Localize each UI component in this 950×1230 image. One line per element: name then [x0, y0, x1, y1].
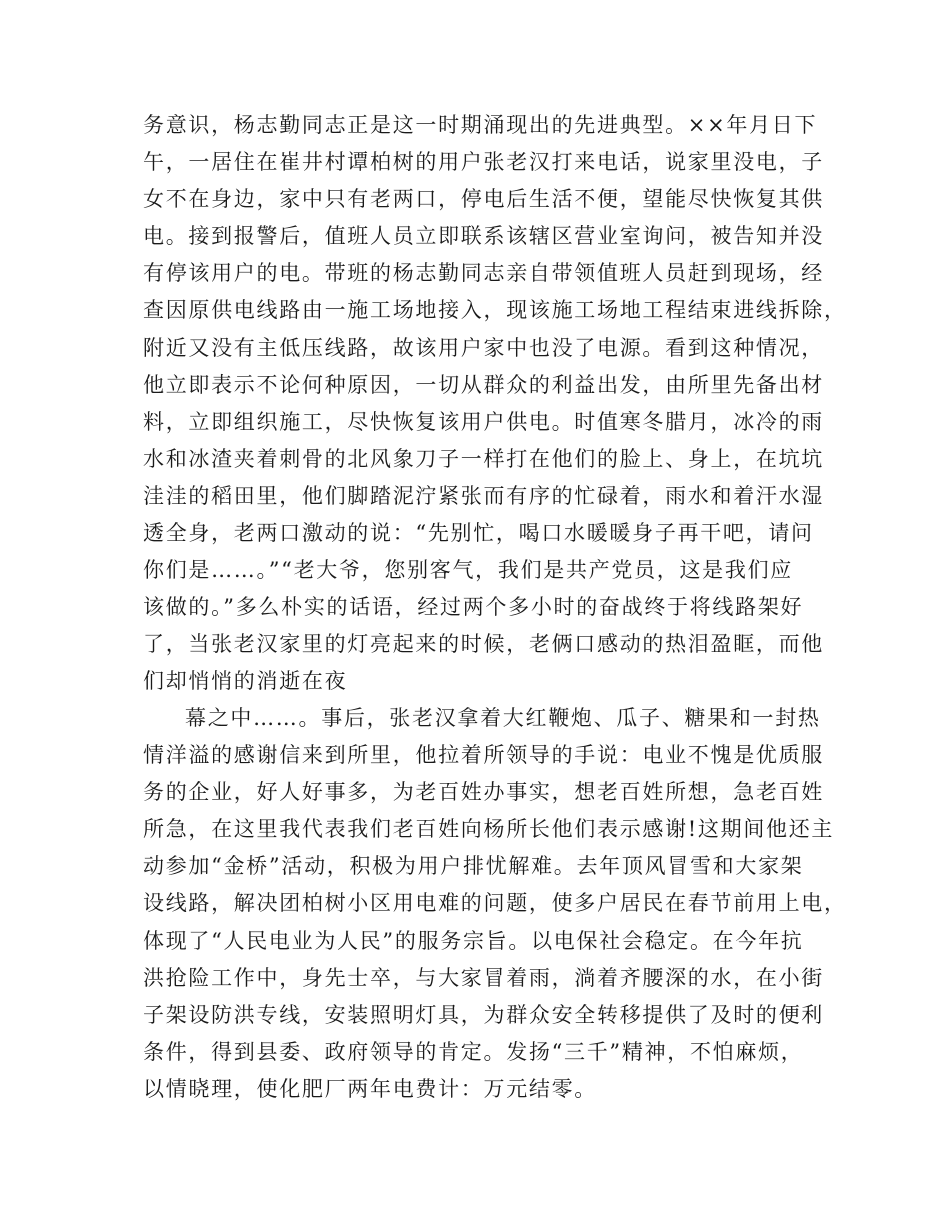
text-line: 该做的。”多么朴实的话语，经过两个多小时的奋战终于将线路架好	[143, 595, 804, 620]
text-line: 务的企业，好人好事多，为老百姓办事实，想老百姓所想，急老百姓	[143, 780, 824, 805]
text-line: 幕之中……。事后，张老汉拿着大红鞭炮、瓜子、糖果和一封热	[185, 706, 821, 730]
text-line: 你们是……。”“老大爷，您别客气，我们是共产党员，这是我们应	[143, 558, 793, 583]
text-line: 洪抢险工作中，身先士卒，与大家冒着雨，淌着齐腰深的水，在小街	[143, 965, 824, 990]
text-line: 附近又没有主低压线路，故该用户家中也没了电源。看到这种情况，	[143, 335, 824, 360]
text-line: 所急，在这里我代表我们老百姓向杨所长他们表示感谢!这期间他还主	[143, 817, 835, 842]
text-line: 们却悄悄的消逝在夜	[143, 669, 348, 694]
text-line: 条件，得到县委、政府领导的肯定。发扬“三千”精神，不怕麻烦，	[143, 1039, 804, 1064]
text-line: 洼洼的稻田里，他们脚踏泥泞紧张而有序的忙碌着，雨水和着汗水湿	[143, 483, 824, 508]
text-line: 有停该用户的电。带班的杨志勤同志亲自带领值班人员赶到现场，经	[143, 261, 824, 286]
paragraph-2	[143, 700, 847, 1108]
text-line: 午，一居住在崔井村谭柏树的用户张老汉打来电话，说家里没电，子	[143, 150, 824, 175]
text-line: 查因原供电线路由一施工场地接入，现该施工场地工程结束进线拆除，	[143, 298, 847, 323]
text-line: 子架设防洪专线，安装照明灯具，为群众安全转移提供了及时的便利	[143, 1002, 824, 1027]
text-line: 体现了“人民电业为人民”的服务宗旨。以电保社会稳定。在今年抗	[143, 928, 804, 953]
text-line: 了，当张老汉家里的灯亮起来的时候，老俩口感动的热泪盈眶，而他	[143, 632, 824, 657]
text-line: 动参加“金桥”活动，积极为用户排忧解难。去年顶风冒雪和大家架	[143, 854, 804, 879]
text-line: 女不在身边，家中只有老两口，停电后生活不便，望能尽快恢复其供	[143, 187, 824, 212]
text-line: 料，立即组织施工，尽快恢复该用户供电。时值寒冬腊月，冰冷的雨	[143, 409, 824, 434]
text-line: 设线路，解决团柏树小区用电难的问题，使多户居民在春节前用上电，	[143, 891, 847, 916]
text-line: 水和冰渣夹着刺骨的北风象刀子一样打在他们的脸上、身上，在坑坑	[143, 446, 824, 471]
text-line: 电。接到报警后，值班人员立即联系该辖区营业室询问，被告知并没	[143, 224, 824, 249]
text-line: 务意识，杨志勤同志正是这一时期涌现出的先进典型。××年月日下	[143, 113, 818, 137]
text-line: 透全身，老两口激动的说：“先别忙，喝口水暖暖身子再干吧，请问	[143, 521, 814, 546]
text-line: 以情晓理，使化肥厂两年电费计：万元结零。	[143, 1076, 597, 1101]
text-line: 他立即表示不论何种原因，一切从群众的利益出发，由所里先备出材	[143, 372, 824, 397]
text-line: 情洋溢的感谢信来到所里，他拉着所领导的手说：电业不愧是优质服	[143, 743, 824, 768]
paragraph-1	[143, 107, 847, 701]
